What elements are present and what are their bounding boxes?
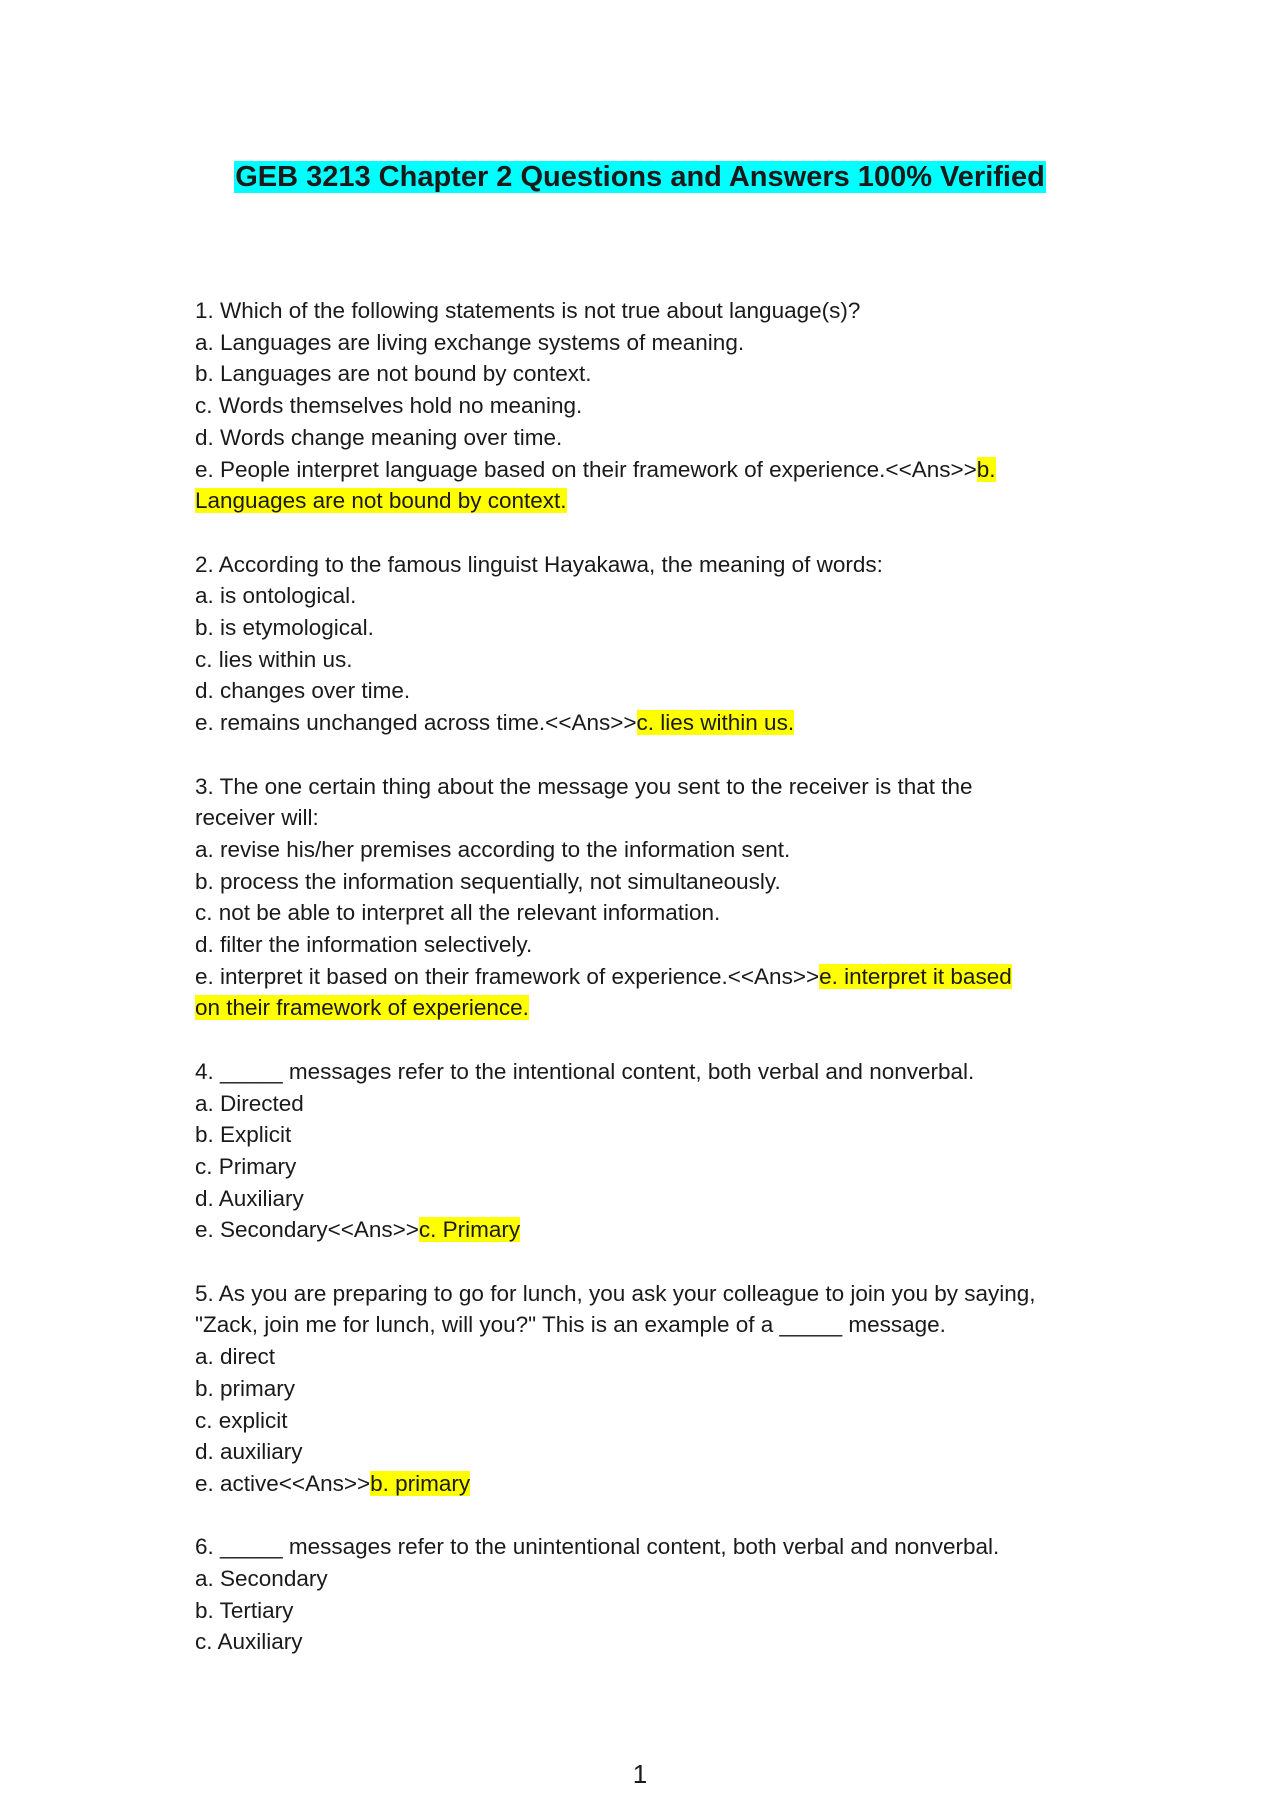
question-2 (195, 549, 1095, 739)
answer-option: a. is ontological. (195, 583, 357, 609)
question-6 (195, 1531, 1095, 1658)
answer-option-text: e. interpret it based on their framework of experience.<<Ans>> (195, 963, 820, 989)
answer-option: a. Languages are living exchange systems of meaning. (195, 329, 745, 355)
answer-continuation (195, 485, 1095, 517)
question-list (195, 295, 1095, 1690)
question-5 (195, 1278, 1095, 1500)
question-stem: 1. Which of the following statements is not true about language(s)? (195, 298, 861, 323)
document-title: GEB 3213 Chapter 2 Questions and Answers 100% Verified (235, 161, 1045, 193)
answer-option-with-key (195, 1214, 1095, 1246)
answer-option: b. is etymological. (195, 615, 374, 641)
question-4 (195, 1056, 1095, 1246)
answer-option: c. Words themselves hold no meaning. (195, 393, 583, 419)
correct-answer-highlight: on their framework of experience. (195, 995, 529, 1021)
correct-answer-highlight: Languages are not bound by context. (195, 488, 567, 514)
answer-continuation (195, 992, 1095, 1024)
answer-option: a. Directed (195, 1090, 304, 1116)
answer-option: c. not be able to interpret all the relevant information. (195, 900, 721, 926)
question-3 (195, 771, 1095, 1025)
question-1 (195, 295, 1095, 517)
question-stem: "Zack, join me for lunch, will you?" This is an example of a _____ message. (195, 1312, 946, 1338)
correct-answer-highlight: c. lies within us. (636, 710, 795, 736)
answer-option: d. filter the information selectively. (195, 932, 533, 958)
answer-option: c. explicit (195, 1407, 288, 1433)
answer-option: b. Explicit (195, 1122, 292, 1148)
question-stem: receiver will: (195, 805, 319, 831)
question-stem: 2. According to the famous linguist Hayakawa, the meaning of words: (195, 551, 883, 577)
answer-option: a. revise his/her premises according to the information sent. (195, 836, 791, 862)
page-number: 1 (632, 1759, 648, 1789)
answer-option: d. Auxiliary (195, 1185, 304, 1211)
correct-answer-highlight: c. Primary (418, 1217, 521, 1243)
answer-option-text: e. remains unchanged across time.<<Ans>> (195, 710, 637, 736)
answer-option: c. lies within us. (195, 646, 353, 672)
answer-option-text: e. People interpret language based on their framework of experience.<<Ans>> (195, 456, 977, 482)
answer-option: c. Primary (195, 1153, 297, 1179)
answer-option-text: e. active<<Ans>> (195, 1470, 371, 1496)
answer-option: a. direct (195, 1344, 276, 1370)
document-title-block (0, 157, 1280, 197)
answer-option-with-key (195, 454, 1095, 486)
answer-option: b. process the information sequentially, not simultaneously. (195, 868, 781, 894)
answer-option: d. Words change meaning over time. (195, 424, 563, 450)
question-stem: 3. The one certain thing about the message you sent to the receiver is that the (195, 773, 973, 799)
answer-option: b. primary (195, 1375, 296, 1401)
question-stem: 6. _____ messages refer to the unintentional content, both verbal and nonverbal. (195, 1534, 1000, 1560)
correct-answer-highlight: e. interpret it based (819, 963, 1012, 989)
answer-option-with-key (195, 707, 1095, 739)
answer-option-text: e. Secondary<<Ans>> (195, 1217, 419, 1243)
answer-option: c. Auxiliary (195, 1629, 303, 1655)
answer-option: b. Languages are not bound by context. (195, 361, 592, 387)
answer-option: b. Tertiary (195, 1597, 294, 1623)
answer-option: d. changes over time. (195, 678, 411, 704)
question-stem: 5. As you are preparing to go for lunch, you ask your colleague to join you by saying, (195, 1280, 1036, 1306)
correct-answer-highlight: b. (976, 456, 996, 482)
correct-answer-highlight: b. primary (370, 1470, 471, 1496)
answer-option-with-key (195, 961, 1095, 993)
answer-option: d. auxiliary (195, 1439, 303, 1465)
answer-option-with-key (195, 1468, 1095, 1500)
answer-option: a. Secondary (195, 1566, 328, 1592)
question-stem: 4. _____ messages refer to the intentional content, both verbal and nonverbal. (195, 1058, 975, 1084)
